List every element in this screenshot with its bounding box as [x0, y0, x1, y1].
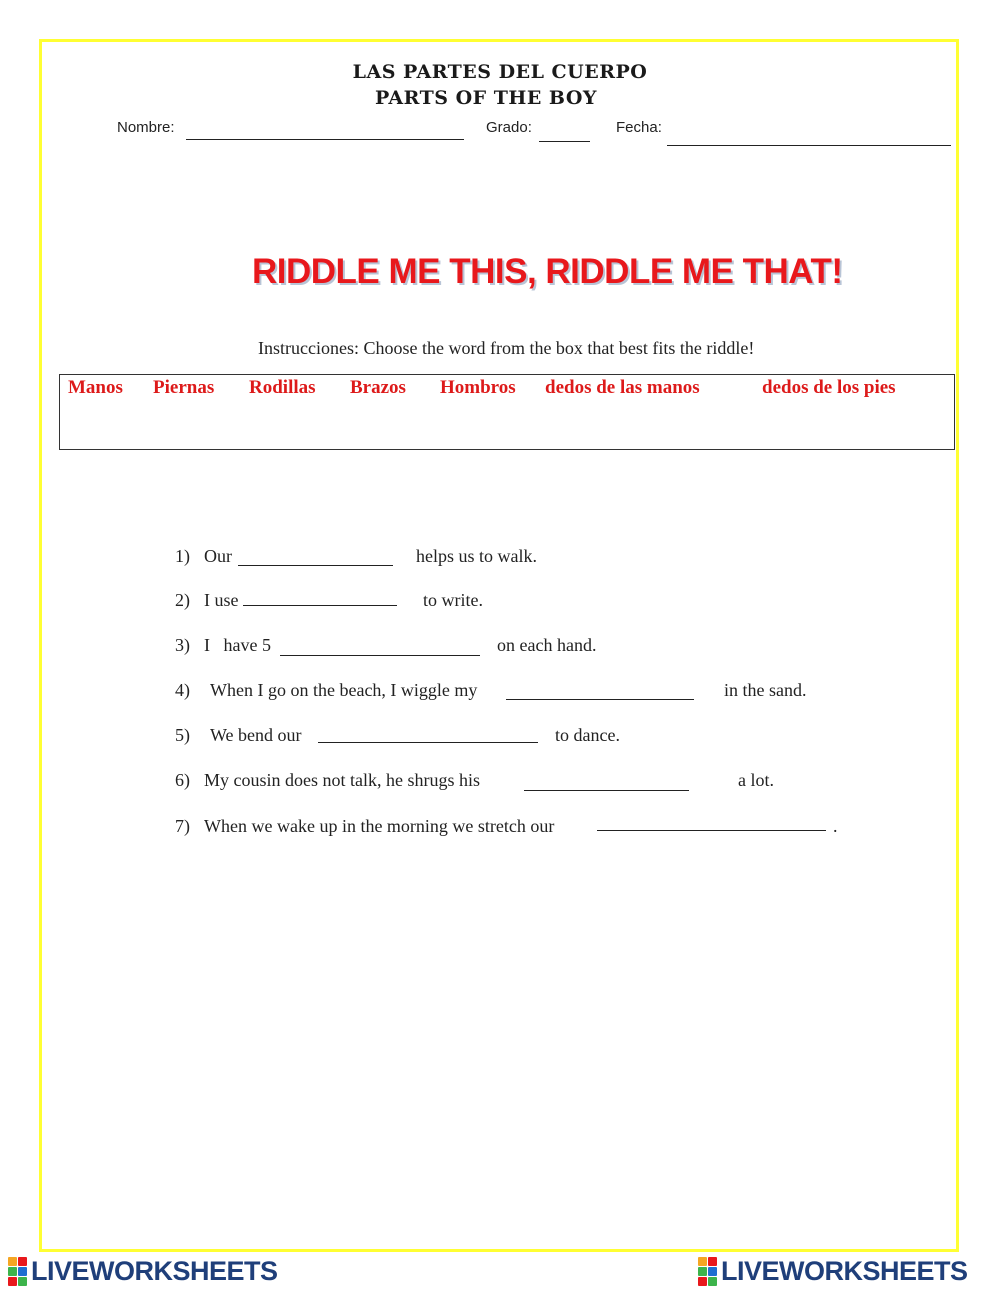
answer-blank-4[interactable]: [506, 699, 694, 700]
logo-text: LIVEWORKSHEETS: [721, 1255, 968, 1286]
logo-blocks-icon: [698, 1257, 717, 1286]
word-bank-item[interactable]: Piernas: [153, 377, 215, 398]
question-number: 1): [175, 546, 190, 566]
question-number: 4): [175, 680, 190, 700]
liveworksheets-logo-right: [698, 1256, 968, 1286]
question-text-before: We bend our: [210, 725, 302, 745]
word-bank-item[interactable]: Brazos: [350, 377, 406, 398]
question-text-after: to dance.: [555, 725, 620, 745]
answer-blank-5[interactable]: [318, 742, 538, 743]
title-spanish: LAS PARTES DEL CUERPO: [352, 61, 648, 83]
question-text-before: My cousin does not talk, he shrugs his: [204, 770, 480, 790]
word-bank-item[interactable]: Manos: [68, 377, 123, 398]
answer-blank-2[interactable]: [243, 605, 397, 606]
question-number: 3): [175, 635, 190, 655]
question-text-after: to write.: [423, 590, 483, 610]
grade-input-line[interactable]: [539, 141, 590, 142]
word-bank-item[interactable]: dedos de los pies: [762, 377, 896, 398]
question-number: 2): [175, 590, 190, 610]
question-text-before: I have 5: [204, 635, 271, 655]
riddle-title: RIDDLE ME THIS, RIDDLE ME THAT!: [252, 252, 843, 291]
question-text-before: Our: [204, 546, 232, 566]
question-text-before: I use: [204, 590, 239, 610]
logo-blocks-icon: [8, 1257, 27, 1286]
liveworksheets-logo-left: [8, 1256, 278, 1286]
question-text-before: When I go on the beach, I wiggle my: [210, 680, 478, 700]
date-input-line[interactable]: [667, 145, 951, 146]
question-number: 6): [175, 770, 190, 790]
word-bank-item[interactable]: dedos de las manos: [545, 377, 700, 398]
word-bank-item[interactable]: Rodillas: [249, 377, 316, 398]
logo-text: LIVEWORKSHEETS: [31, 1255, 278, 1286]
answer-blank-3[interactable]: [280, 655, 480, 656]
name-input-line[interactable]: [186, 139, 464, 140]
question-text-after: in the sand.: [724, 680, 807, 700]
name-label: Nombre:: [117, 119, 175, 136]
title-english: PARTS OF THE BOY: [375, 87, 597, 109]
question-text-after: helps us to walk.: [416, 546, 537, 566]
answer-blank-6[interactable]: [524, 790, 689, 791]
grade-label: Grado:: [486, 119, 532, 136]
instructions: Instrucciones: Choose the word from the box that best fits the riddle!: [258, 338, 755, 358]
word-bank-item[interactable]: Hombros: [440, 377, 516, 398]
question-text-before: When we wake up in the morning we stretch our: [204, 816, 555, 836]
question-number: 5): [175, 725, 190, 745]
date-label: Fecha:: [616, 119, 662, 136]
question-text-after: on each hand.: [497, 635, 597, 655]
answer-blank-1[interactable]: [238, 565, 393, 566]
answer-blank-7[interactable]: [597, 830, 826, 831]
question-number: 7): [175, 816, 190, 836]
question-text-after: .: [833, 816, 838, 836]
question-text-after: a lot.: [738, 770, 774, 790]
